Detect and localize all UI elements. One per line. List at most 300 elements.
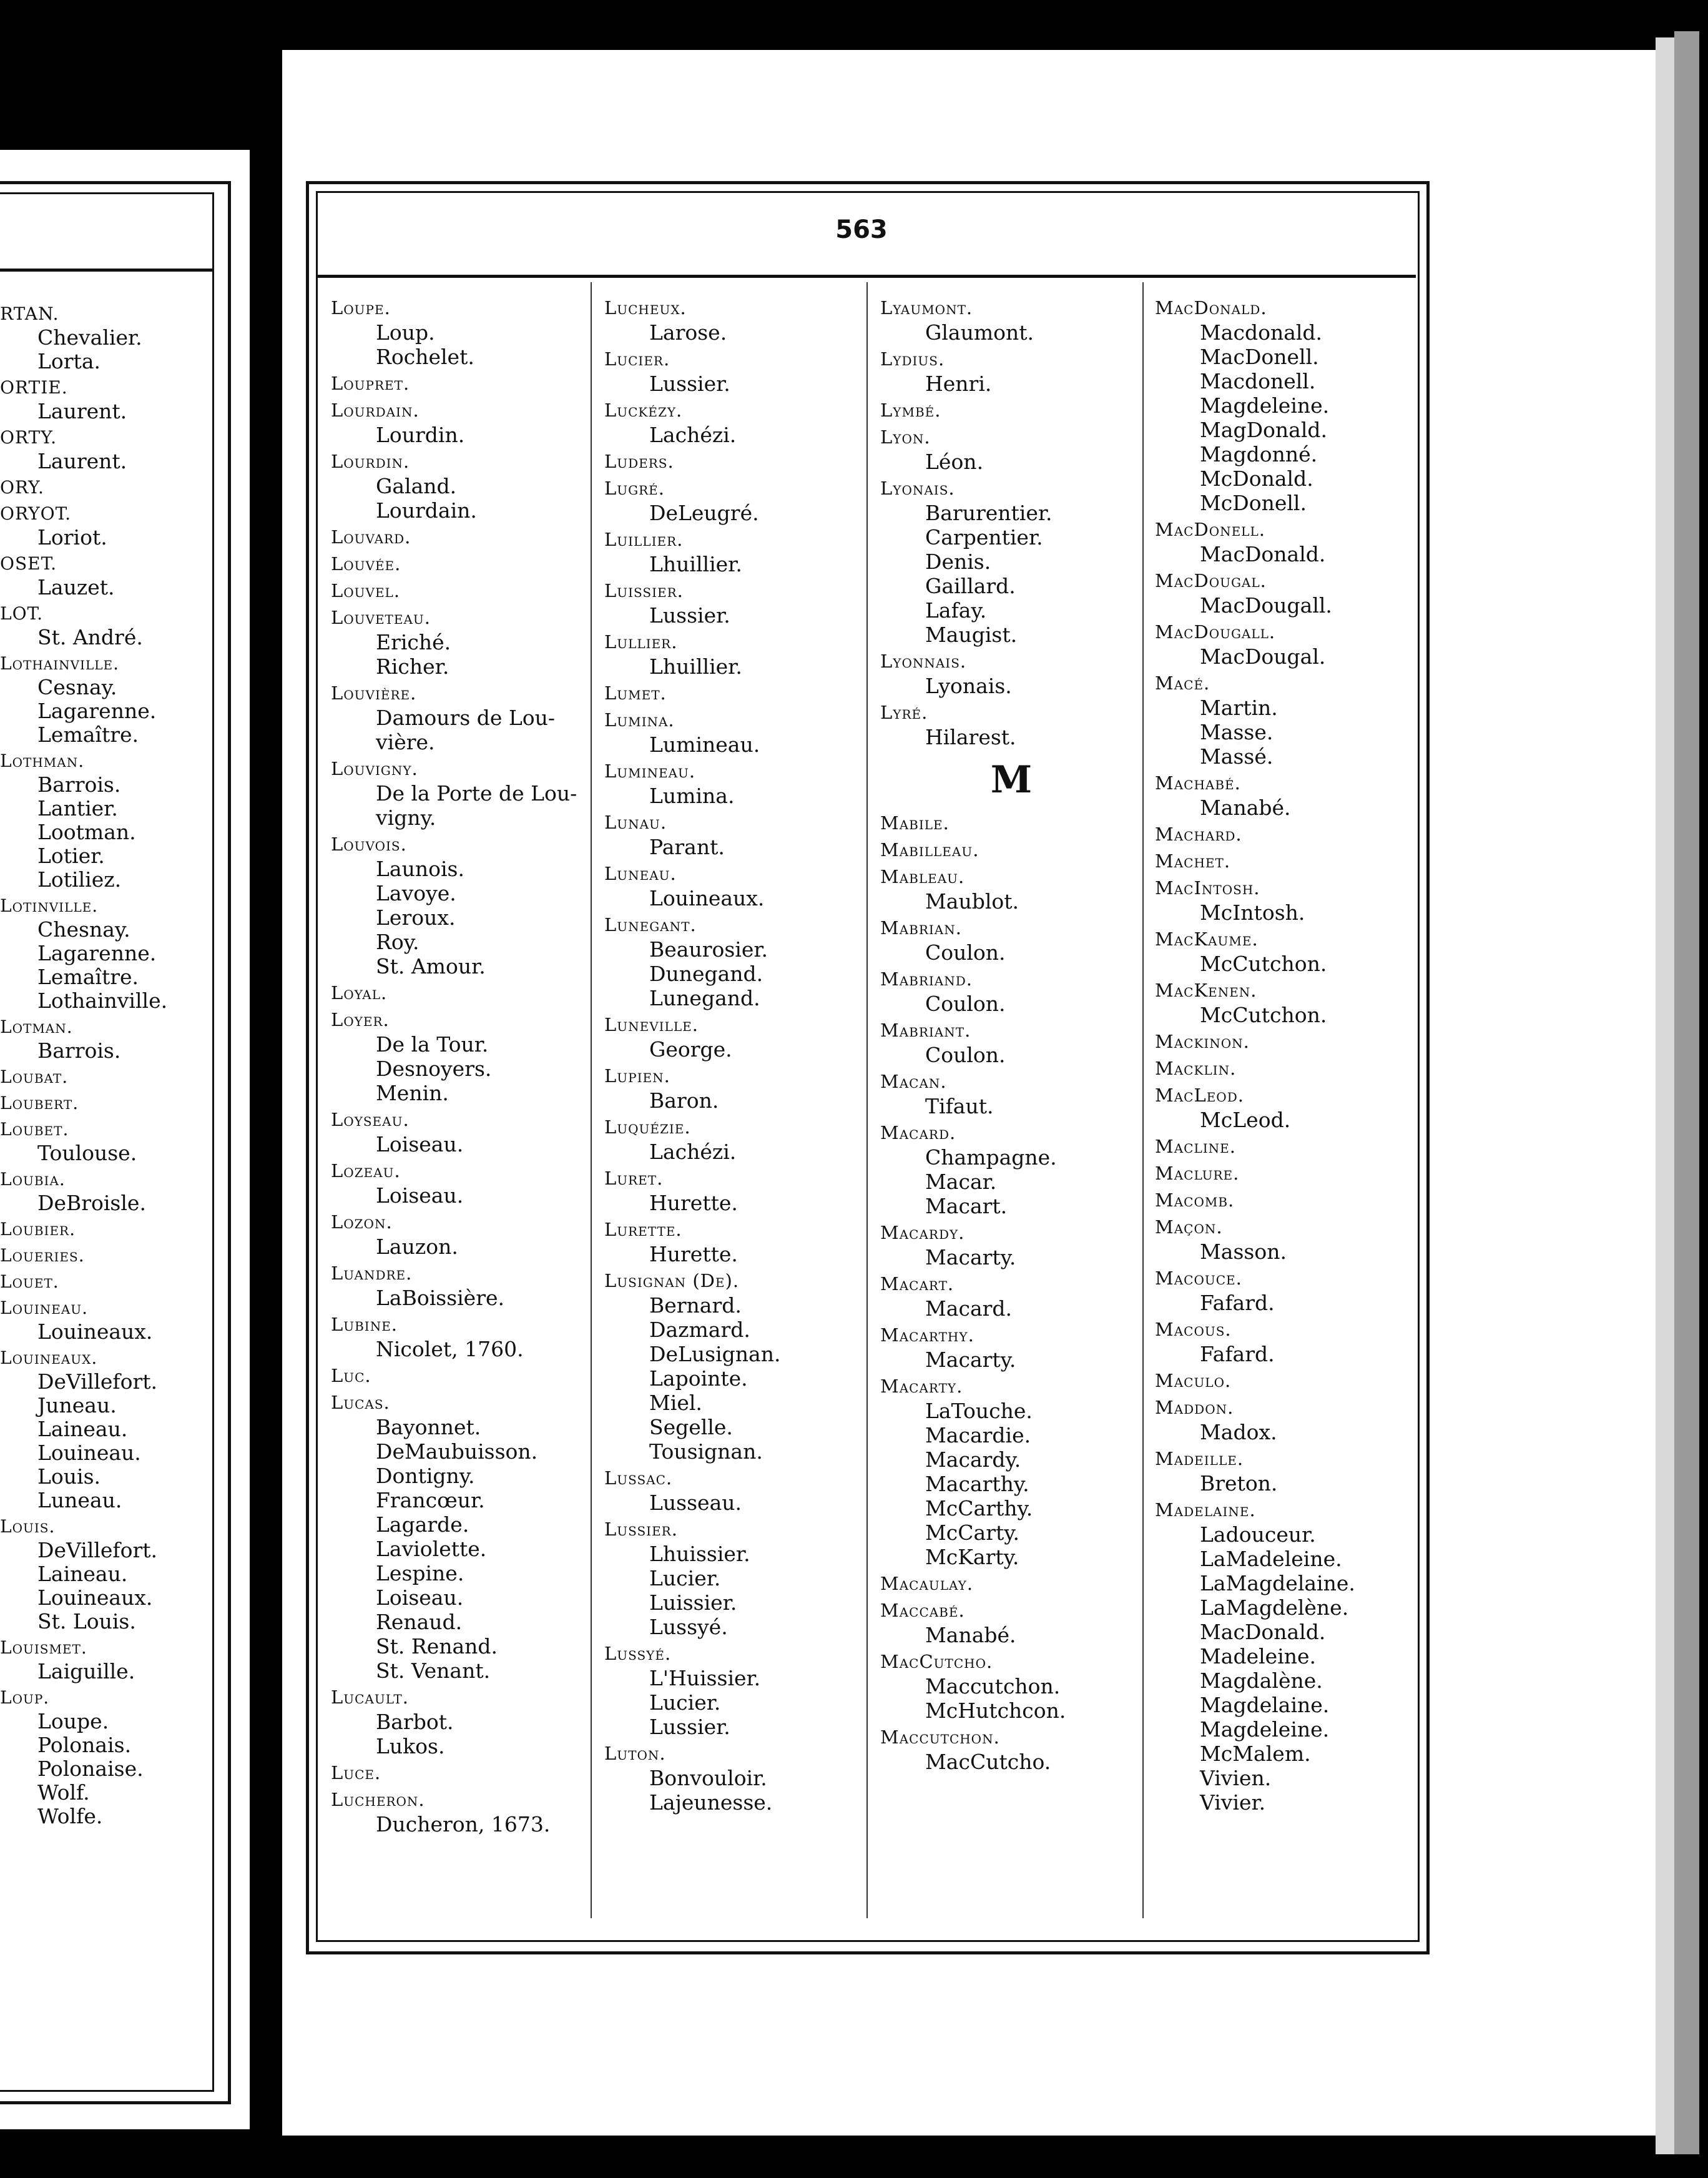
variant-name: LaTouche. [925,1399,1033,1423]
variant-name: Loriot. [37,525,107,549]
variant-name: Juneau. [37,1393,117,1417]
surname-heading: Macan. [880,1071,947,1092]
variant-name: Menin. [376,1081,449,1105]
surname-heading: Machard. [1155,824,1242,845]
variant-name: Coulon. [925,940,1006,965]
variant-name: Lucier. [649,1690,721,1715]
variant-name: Fafard. [1200,1342,1275,1366]
surname-heading: Lotinville. [0,895,99,916]
variant-name: Galand. [376,474,457,498]
variant-name: MacDonald. [1200,1620,1326,1644]
surname-heading: Mabile. [880,812,950,834]
surname-heading: Louis. [0,1516,56,1537]
variant-name: Louineaux. [37,1585,153,1610]
surname-heading: Lyaumont. [880,297,973,318]
column-divider [1142,282,1144,1918]
surname-heading: Macous. [1155,1319,1232,1340]
variant-name: Lapointe. [649,1366,748,1391]
variant-name: DeLeugré. [649,501,759,525]
surname-heading: Macard. [880,1122,956,1143]
surname-heading: Lumineau. [604,761,696,782]
column-1 [331,293,593,1836]
surname-heading: Macardy. [880,1222,965,1243]
variant-name: Lauzet. [37,575,115,599]
variant-name: St. Amour. [376,954,486,978]
variant-name: Henri. [925,372,992,396]
variant-name: Louineaux. [649,886,765,910]
surname-heading: Louveteau. [331,607,431,628]
variant-name: Lavoye. [376,881,456,905]
variant-name: Macardy. [925,1447,1021,1472]
variant-name: Chesnay. [37,917,130,942]
variant-name: Tifaut. [925,1094,994,1118]
surname-heading: Loueries. [0,1245,85,1266]
variant-name: Magdelaine. [1200,1693,1330,1717]
variant-name: Masse. [1200,720,1274,744]
variant-name: Lagarenne. [37,699,157,723]
variant-name: Glaumont. [925,320,1034,345]
variant-name: McIntosh. [1200,900,1305,925]
surname-heading: Loyer. [331,1009,390,1030]
variant-name: Lotiliez. [37,867,122,892]
variant-name: St. Louis. [37,1609,136,1634]
variant-name: De la Porte de Lou- [376,781,577,806]
variant-name: Toulouse. [37,1141,137,1165]
variant-name: Leroux. [376,905,456,930]
surname-heading: Madeille. [1155,1448,1244,1469]
variant-name: McCarthy. [925,1496,1033,1520]
variant-name: Lemaître. [37,722,139,747]
variant-name: Maublot. [925,889,1019,914]
surname-heading: Loupret. [331,373,410,394]
surname-heading: MacDougall. [1155,621,1276,643]
variant-name: McKarty. [925,1545,1019,1569]
variant-name: Lussier. [649,1715,730,1739]
surname-heading: MacLeod. [1155,1085,1244,1106]
surname-heading: Lothman. [0,751,85,771]
variant-name: Macarty. [925,1348,1016,1372]
variant-name: McCarty. [925,1520,1019,1545]
variant-name: McMalem. [1200,1742,1311,1766]
variant-name: Ladouceur. [1200,1522,1316,1547]
variant-name: Massé. [1200,744,1274,769]
variant-name: DeMaubuisson. [376,1439,538,1464]
surname-heading: Luc. [331,1365,371,1386]
variant-name: Manabé. [1200,796,1291,820]
variant-name: DeLusignan. [649,1342,781,1366]
variant-name: Lespine. [376,1561,464,1585]
variant-name: DeBroisle. [37,1191,146,1215]
surname-heading: Lourdin. [331,451,410,472]
variant-name: Léon. [925,450,984,474]
variant-name: Baron. [649,1088,719,1113]
surname-heading: RTAN. [0,303,59,324]
variant-name: Lumina. [649,784,735,808]
surname-heading: Luquézie. [604,1116,691,1138]
surname-heading: Lotman. [0,1017,73,1037]
variant-name: Lumineau. [649,732,760,757]
variant-name: Dunegand. [649,962,763,986]
variant-name: Lotier. [37,844,105,868]
surname-heading: Louvel. [331,580,401,601]
surname-heading: Lyonais. [880,478,955,499]
variant-name: Manabé. [925,1623,1016,1647]
variant-name: Champagne. [925,1145,1057,1170]
variant-name: Macard. [925,1296,1013,1321]
surname-heading: Lyonnais. [880,651,967,672]
variant-name: Lucier. [649,1566,721,1590]
surname-heading: MacKaume. [1155,929,1259,950]
variant-name: Wolfe. [37,1804,103,1828]
variant-name: LaMagdelène. [1200,1595,1349,1620]
surname-heading: Loup. [0,1687,50,1708]
variant-name: Denis. [925,549,991,574]
surname-heading: Luandre. [331,1263,413,1284]
variant-name: Polonais. [37,1733,132,1757]
variant-name: Madox. [1200,1420,1277,1444]
column-divider [866,282,868,1918]
variant-name: Lajeunesse. [649,1790,773,1815]
surname-heading: Lupien. [604,1065,670,1087]
variant-name: Lachézi. [649,423,737,447]
surname-heading: Louismet. [0,1637,87,1658]
surname-heading: Lucault. [331,1687,409,1708]
variant-name: L'Huissier. [649,1666,761,1690]
surname-heading: Loubia. [0,1169,66,1190]
surname-heading: Loyseau. [331,1109,410,1130]
variant-name: Lagarde. [376,1512,469,1537]
surname-heading: Lucheron. [331,1789,425,1810]
surname-heading: Macomb. [1155,1190,1235,1211]
variant-name: Cesnay. [37,675,117,699]
surname-heading: Macarthy. [880,1324,974,1346]
column-2 [604,293,866,1815]
surname-heading: Mabriand. [880,968,973,990]
surname-heading: Lumina. [604,709,675,731]
variant-name: Lussier. [649,603,730,628]
variant-name: Chevalier. [37,325,142,350]
variant-name: McDonell. [1200,491,1307,515]
page-edge [1656,37,1674,2154]
variant-name: Segelle. [649,1415,733,1439]
surname-heading: MacIntosh. [1155,877,1260,899]
surname-heading: Lucheux. [604,297,687,318]
variant-name: Rochelet. [376,345,474,369]
surname-heading: ORTY. [0,427,57,448]
surname-heading: Lucas. [331,1392,390,1413]
surname-heading: Machabé. [1155,772,1241,794]
surname-heading: Luce. [331,1762,381,1783]
variant-name: Roy. [376,930,420,954]
variant-name: Dontigny. [376,1464,475,1488]
surname-heading: Macé. [1155,673,1210,694]
variant-name: Miel. [649,1391,702,1415]
variant-name: Lhuillier. [649,654,742,679]
variant-name: Lagarenne. [37,941,157,965]
variant-name: Magdalène. [1200,1668,1323,1693]
surname-heading: Loubet. [0,1119,69,1140]
surname-heading: OSET. [0,553,57,574]
variant-name: Dazmard. [649,1318,750,1342]
variant-name: Magdeleine. [1200,393,1330,418]
variant-name: De la Tour. [376,1032,489,1057]
variant-name: McDonald. [1200,466,1313,491]
variant-name: Macar. [925,1170,997,1194]
variant-name: Magdonné. [1200,442,1318,466]
variant-name: Lauzon. [376,1234,458,1259]
surname-heading: Luneville. [604,1014,699,1035]
column-3 [880,293,1142,1774]
variant-name: Carpentier. [925,525,1043,549]
variant-name: Bayonnet. [376,1415,481,1439]
variant-name: Laviolette. [376,1537,487,1561]
variant-name: Luissier. [649,1590,737,1615]
variant-name: Macart. [925,1194,1008,1218]
variant-name: Laineau. [37,1417,128,1441]
surname-heading: Loyal. [331,982,388,1003]
surname-heading: Lussier. [604,1519,678,1540]
variant-name: McHutchcon. [925,1698,1066,1723]
page-number: 563 [835,215,888,244]
surname-heading: MacKenen. [1155,980,1257,1001]
variant-name: Lussyé. [649,1615,728,1639]
surname-heading: Maclure. [1155,1163,1240,1184]
surname-heading: Loupe. [331,297,391,318]
variant-name: McLeod. [1200,1108,1291,1132]
variant-name: Tousignan. [649,1439,763,1464]
surname-heading: Machet. [1155,850,1231,872]
column-4 [1155,293,1417,1815]
surname-heading: Luillier. [604,529,684,550]
variant-name: Gaillard. [925,574,1016,598]
surname-heading: Madelaine. [1155,1499,1256,1520]
variant-name: Lunegand. [649,986,760,1010]
surname-heading: Loubier. [0,1219,76,1239]
surname-heading: Luret. [604,1168,664,1189]
surname-heading: Lunegant. [604,914,697,935]
surname-heading: Macline. [1155,1136,1236,1157]
variant-name: Lothainville. [37,988,168,1013]
variant-name: Renaud. [376,1610,463,1634]
variant-name: Macarty. [925,1245,1016,1269]
surname-heading: Mabriant. [880,1020,971,1041]
surname-heading: Maccabé. [880,1600,965,1621]
variant-name: Vivier. [1200,1790,1266,1815]
variant-name: Coulon. [925,992,1006,1016]
variant-name: Barrois. [37,772,121,797]
left-header-rule [0,269,212,272]
variant-name: Hurette. [649,1191,738,1215]
surname-heading: Maddon. [1155,1397,1234,1418]
variant-name: Lourdin. [376,423,465,447]
variant-name: Laurent. [37,399,127,423]
variant-name: Laiguille. [37,1659,135,1683]
surname-heading: Lyré. [880,702,928,723]
surname-heading: Mabilleau. [880,839,979,860]
variant-name: Richer. [376,654,449,679]
variant-name: Lachézi. [649,1140,737,1164]
variant-name: MacDougall. [1200,593,1332,618]
variant-name: Macdonell. [1200,369,1316,393]
variant-name: Ducheron, 1673. [376,1812,551,1836]
variant-name: Masson. [1200,1239,1287,1264]
surname-heading: Mabrian. [880,917,962,939]
surname-heading: Luders. [604,451,674,472]
variant-name: Louis. [37,1464,101,1489]
surname-heading: Maccutchon. [880,1727,1000,1748]
surname-heading: Lunau. [604,812,667,833]
surname-heading: Maculo. [1155,1370,1232,1391]
surname-heading: Lubine. [331,1314,398,1335]
surname-heading: ORYOT. [0,503,72,524]
surname-heading: Louineau. [0,1298,89,1318]
surname-heading: Louineaux. [0,1348,98,1368]
variant-name: MagDonald. [1200,418,1328,442]
variant-name: George. [649,1037,732,1062]
surname-heading: Lydius. [880,348,945,370]
variant-name: Madeleine. [1200,1644,1317,1668]
surname-heading: Luneau. [604,863,677,884]
variant-name: Barbot. [376,1710,454,1734]
variant-name: Loup. [376,320,435,345]
book-edge [1674,31,1699,2154]
variant-name: Larose. [649,320,727,345]
surname-heading: Lurette. [604,1219,682,1240]
variant-name: Launois. [376,857,464,881]
variant-name: Maccutchon. [925,1674,1061,1698]
variant-name: St. Venant. [376,1658,491,1683]
variant-name: Eriché. [376,630,451,654]
variant-name: Barrois. [37,1038,121,1063]
variant-name: Beaurosier. [649,937,768,962]
surname-heading: MacCutcho. [880,1651,993,1672]
variant-name: Bonvouloir. [649,1766,767,1790]
variant-name: Loiseau. [376,1183,464,1208]
variant-name: Lukos. [376,1734,445,1758]
variant-name: Lhuissier. [649,1542,750,1566]
variant-name: Maugist. [925,623,1018,647]
surname-heading: Lymbé. [880,400,941,421]
surname-heading: Macouce. [1155,1268,1242,1289]
left-page-column [0,300,231,1828]
surname-heading: Mableau. [880,866,965,887]
surname-heading: Lyon. [880,426,931,448]
variant-name: Loiseau. [376,1585,464,1610]
variant-name: DeVillefort. [37,1538,158,1562]
variant-name: St. Renand. [376,1634,498,1658]
surname-heading: Macarty. [880,1376,963,1397]
surname-heading: Macart. [880,1273,955,1294]
surname-heading: Lozeau. [331,1160,401,1181]
variant-name: Lusseau. [649,1491,742,1515]
variant-name: Lafay. [925,598,987,623]
variant-name: McCutchon. [1200,1003,1327,1027]
variant-name: Vivien. [1200,1766,1272,1790]
surname-heading: MacDonell. [1155,519,1265,540]
surname-heading: Mackinon. [1155,1031,1250,1052]
variant-name: Hilarest. [925,725,1016,749]
variant-name: Lootman. [37,820,136,844]
variant-name: MacDonell. [1200,345,1319,369]
variant-name: Nicolet, 1760. [376,1337,524,1361]
variant-name: Louineaux. [37,1319,153,1344]
variant-name: Barurentier. [925,501,1053,525]
variant-name: Luneau. [37,1488,122,1512]
surname-heading: Lussac. [604,1467,673,1489]
variant-name: DeVillefort. [37,1369,158,1394]
variant-name: Wolf. [37,1780,90,1805]
variant-name: Martin. [1200,696,1278,720]
variant-name: LaMadeleine. [1200,1547,1342,1571]
variant-name: Lourdain. [376,498,477,523]
variant-name: Lhuillier. [649,552,742,576]
variant-name: Lyonais. [925,674,1012,698]
surname-heading: Maçon. [1155,1216,1223,1238]
variant-name: Lantier. [37,796,118,820]
variant-name: Fafard. [1200,1291,1275,1315]
variant-name: McCutchon. [1200,952,1327,976]
header-rule [316,275,1416,278]
surname-heading: ORY. [0,477,44,498]
surname-heading: Louvard. [331,526,411,548]
left-page [0,150,250,2129]
variant-name: Macardie. [925,1423,1031,1447]
surname-heading: Lothainville. [0,653,120,674]
variant-name: Loupe. [37,1709,109,1733]
variant-name: Parant. [649,835,725,859]
variant-name: Laurent. [37,449,127,473]
surname-heading: Lozon. [331,1211,393,1233]
surname-heading: MacDonald. [1155,297,1267,318]
surname-heading: Luissier. [604,580,684,601]
variant-name: Macarthy. [925,1472,1029,1496]
variant-name: LaMagdelaine. [1200,1571,1355,1595]
surname-heading: Loubat. [0,1067,69,1087]
surname-heading: Macklin. [1155,1058,1237,1079]
variant-name: Coulon. [925,1043,1006,1067]
variant-name: Lussier. [649,372,730,396]
surname-heading: Louvigny. [331,758,418,779]
variant-name: MacDonald. [1200,542,1326,566]
variant-name: Desnoyers. [376,1057,492,1081]
variant-name: vigny. [376,806,436,830]
variant-name: Polonaise. [37,1757,144,1781]
variant-name: St. André. [37,625,143,649]
surname-heading: Louvière. [331,682,417,704]
variant-name: Hurette. [649,1242,738,1266]
surname-heading: Lussyé. [604,1643,672,1664]
variant-name: Bernard. [649,1293,742,1318]
surname-heading: Louvois. [331,834,407,855]
variant-name: MacCutcho. [925,1750,1051,1774]
variant-name: Lemaître. [37,965,139,989]
surname-heading: Lucier. [604,348,670,370]
variant-name: Louineau. [37,1441,141,1465]
variant-name: Laineau. [37,1562,128,1586]
surname-heading: LOT. [0,603,44,624]
surname-heading: Lugré. [604,478,665,499]
surname-heading: Loubert. [0,1093,79,1113]
variant-name: Magdeleine. [1200,1717,1330,1742]
variant-name: MacDougal. [1200,644,1326,669]
variant-name: vière. [376,730,435,754]
surname-heading: Lullier. [604,631,678,653]
surname-heading: Louvée. [331,553,401,574]
surname-heading: Luton. [604,1743,666,1764]
variant-name: Damours de Lou- [376,706,556,730]
variant-name: LaBoissière. [376,1286,505,1310]
surname-heading: ORTIE. [0,377,68,398]
